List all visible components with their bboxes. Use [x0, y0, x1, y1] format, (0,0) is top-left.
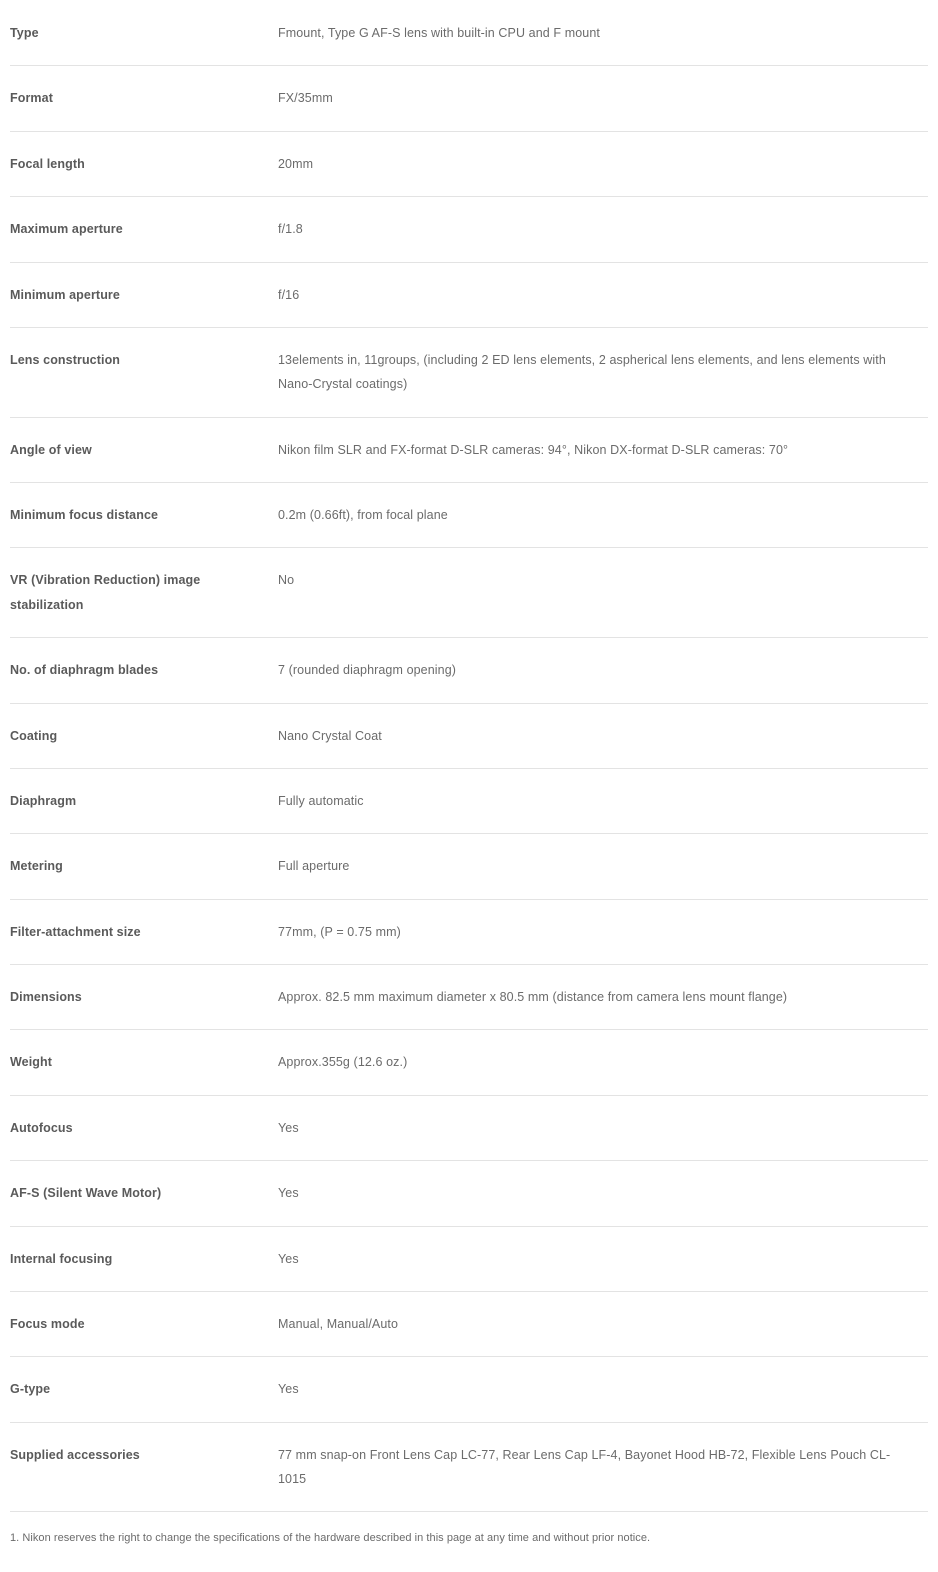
spec-value: Fmount, Type G AF-S lens with built-in CPU and F mount	[278, 26, 600, 40]
table-row	[10, 262, 928, 327]
spec-label: Lens construction	[10, 352, 121, 367]
spec-label: Focus mode	[10, 1316, 85, 1331]
table-row	[10, 1357, 928, 1422]
specifications-table	[10, 0, 928, 1512]
table-row	[10, 768, 928, 833]
table-row	[10, 131, 928, 196]
table-row	[10, 1030, 928, 1095]
table-row	[10, 548, 928, 638]
spec-label: Autofocus	[10, 1120, 73, 1135]
spec-label: Metering	[10, 859, 63, 874]
table-row	[10, 327, 928, 417]
spec-label: Format	[10, 91, 53, 106]
table-row	[10, 1291, 928, 1356]
spec-value: Approx. 82.5 mm maximum diameter x 80.5 mm (distance from camera lens mount flange)	[278, 990, 788, 1004]
spec-value: 77 mm snap-on Front Lens Cap LC-77, Rear Lens Cap LF-4, Bayonet Hood HB-72, Flexible Lens Pouch CL-1015	[278, 1447, 891, 1486]
table-row	[10, 834, 928, 899]
table-row	[10, 1095, 928, 1160]
table-row	[10, 1161, 928, 1226]
table-row	[10, 965, 928, 1030]
table-row	[10, 417, 928, 482]
spec-value: Yes	[278, 1186, 299, 1201]
spec-value: Yes	[278, 1251, 299, 1266]
spec-label: Coating	[10, 728, 58, 743]
spec-label: Minimum aperture	[10, 287, 120, 302]
table-row	[10, 1226, 928, 1291]
spec-value: 13elements in, 11groups, (including 2 ED lens elements, 2 aspherical lens elements, and lens elements with Nano-Crystal coatings)	[278, 352, 886, 392]
spec-value: Nano Crystal Coat	[278, 728, 382, 743]
spec-value: Full aperture	[278, 859, 350, 874]
spec-value: FX/35mm	[278, 91, 333, 106]
spec-value: 7 (rounded diaphragm opening)	[278, 663, 457, 678]
spec-label: Minimum focus distance	[10, 508, 159, 522]
spec-value: 77mm, (P = 0.75 mm)	[278, 924, 401, 939]
table-row	[10, 197, 928, 262]
spec-value: Yes	[278, 1120, 299, 1135]
table-row	[10, 1422, 928, 1512]
spec-label: Weight	[10, 1055, 53, 1070]
table-row	[10, 1, 928, 66]
spec-label: Type	[10, 26, 39, 40]
spec-value: Approx.355g (12.6 oz.)	[278, 1055, 408, 1070]
table-row	[10, 703, 928, 768]
spec-label: Angle of view	[10, 442, 92, 457]
spec-value: Yes	[278, 1382, 299, 1397]
spec-label: VR (Vibration Reduction) image stabilization	[10, 573, 201, 612]
spec-value: No	[278, 573, 295, 588]
spec-value: f/16	[278, 287, 300, 302]
table-row	[10, 638, 928, 703]
spec-value: 20mm	[278, 156, 314, 171]
spec-label: AF-S (Silent Wave Motor)	[10, 1186, 162, 1201]
spec-value: f/1.8	[278, 222, 303, 237]
spec-label: Focal length	[10, 156, 85, 171]
specifications-table-body	[10, 1, 928, 1512]
table-row	[10, 899, 928, 964]
spec-label: No. of diaphragm blades	[10, 663, 159, 678]
spec-label: Dimensions	[10, 990, 82, 1004]
spec-label: Diaphragm	[10, 793, 77, 808]
spec-label: Maximum aperture	[10, 222, 123, 237]
spec-value: Manual, Manual/Auto	[278, 1316, 399, 1331]
footnote: 1. Nikon reserves the right to change the specifications of the hardware described in this page at any time and without prior notice.	[10, 1532, 651, 1545]
spec-label: Filter-attachment size	[10, 924, 141, 939]
spec-label: Supplied accessories	[10, 1447, 140, 1462]
spec-label: G-type	[10, 1382, 51, 1397]
spec-value: Fully automatic	[278, 793, 364, 808]
spec-value: Nikon film SLR and FX-format D-SLR cameras: 94°, Nikon DX-format D-SLR cameras: 70°	[278, 442, 789, 457]
table-row	[10, 66, 928, 131]
spec-value: 0.2m (0.66ft), from focal plane	[278, 508, 448, 522]
table-row	[10, 483, 928, 548]
spec-label: Internal focusing	[10, 1251, 113, 1266]
